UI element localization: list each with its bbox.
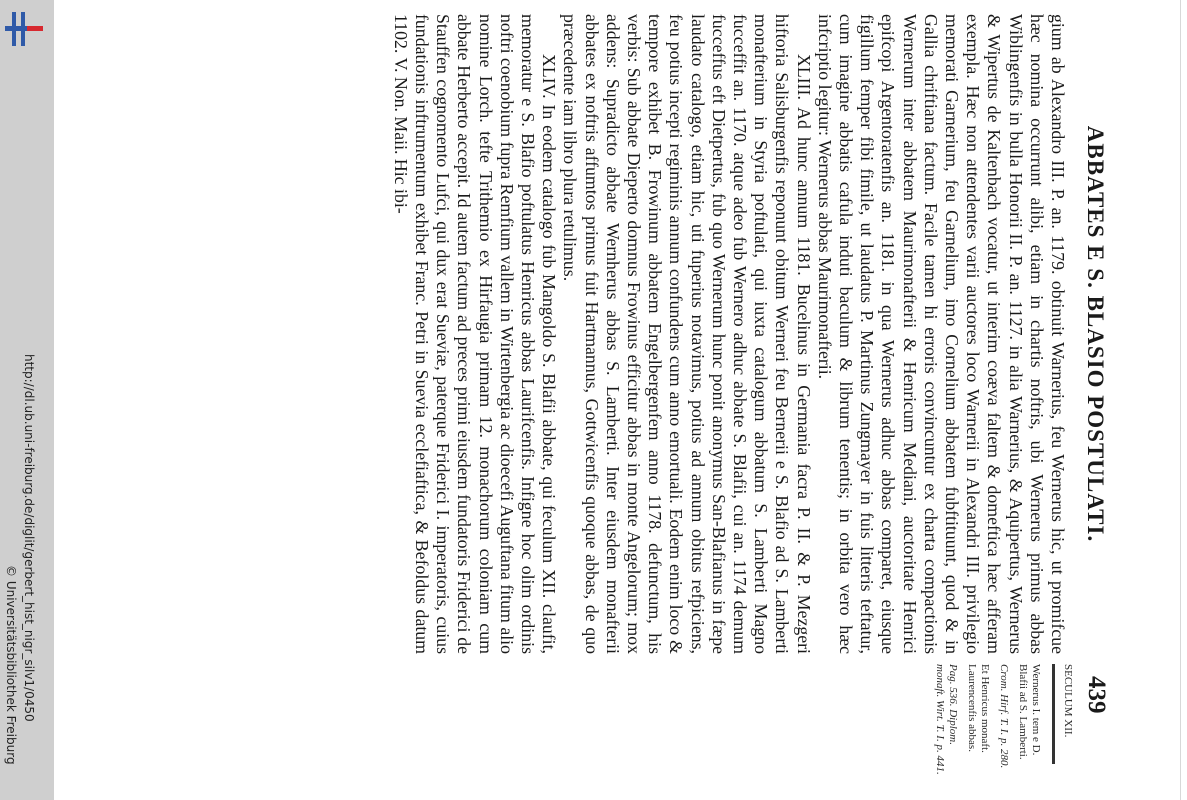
margin-citation-diplom: Pag. 536. Diplom. monaft. Wirt. T. I. p. 441. <box>934 664 959 775</box>
paragraph-xliii: XLIII. Ad hunc annum 1181. Bucelinus in Germania facra P. II. & P. Mezgeri hiftoria Salisburgenfis reponunt obitum Werneri feu Bernerii e S. Blafio ad S. Lamberti monafterium in Styria poftulati, qui iuxta catalogum abbatum S. Lamberti Magno fucceffit an. 1170. atque adeo fub Wernero adhuc abbate S. Blafii, cui an. 1174 demum fucceffus eft Dietpertus, fub quo Wernerum hunc ponit anonymus San-Blafianus in fæpe laudato catalogo, etiam hic, uti fuperius notavimus, potius ad annum obitus refpiciens, feu potius incepti regiminis annum confundens cum anno emortuali. Eodem enim loco & tempore exhibet B. Frowinum abbatem Engelbergenfem anno 1178. defunctum, his verbis: Sub abbate Dieperto domnus Frowinus efficitur abbas in monte Angelorum; mox addens: Supradicto abbate Wernherus abbas S. Lamberti. Inter eiusdem monafterii abbates ex noftris affumtos primus fuit Hartmannus, Gottwicenfis quoque abbas, de quo præcedente iam libro plura retulimus. <box>560 14 814 654</box>
page-title: ABBATES E S. BLASIO POSTULATI. <box>1083 125 1108 543</box>
page-edge <box>1180 0 1181 800</box>
saeculum-label: SECULUM XII. <box>1062 664 1074 738</box>
copyright-notice: © Universitätsbibliothek Freiburg <box>4 565 18 765</box>
margin-citation-crom: Crom. Hirf. T. I. p. 280. <box>998 664 1010 769</box>
viewer-sidebar <box>0 0 54 800</box>
scanned-page <box>390 14 1110 784</box>
margin-note-wernerus: Wernerus I. tem e D. Blafii ad S. Lamberti. <box>1017 664 1042 760</box>
paragraph-xliv: XLIV. In eodem catalogo fub Mangoldo S. Blafii abbate, qui feculum XII. claufit, memoratur e S. Blafio poftulatus Henricus abbas Laurifcenfis. Infigne hoc olim ordinis noftri coenobium fupra Remfium vallem in Wirtenbergia ac dioecefi Auguftana fitum alio nomine Lorch. tefte Trithemio ex Hirfaugia primam 12. monachorum coloniam cum abbate Herberto accepit. Id autem factum ad preces primi eiusdem fundatoris Friderici de Stauffen cognomento Lufci, qui dux erat Sueviæ, paterque Friderici I. imperatoris, cuius fundationis inftrumentum exhibet Franc. Petri in Suevia ecclefiaftica, & Befoldus datum 1102. V. Non. Maii. Hic ibi- <box>390 14 560 654</box>
margin-notes <box>927 664 1074 776</box>
margin-note-henricus: Et Henricus monaft. Laurencenfis abbas. <box>966 664 991 753</box>
source-url-link[interactable]: http://dl.ub.uni-freiburg.de/diglit/gerbert_hist_nigr_silv1/0450 <box>22 354 36 722</box>
running-head <box>1076 14 1110 784</box>
body-text <box>390 14 1069 654</box>
ub-freiburg-logo-icon[interactable] <box>3 8 45 50</box>
margin-rule <box>1052 664 1055 764</box>
paragraph-continuation: gium ab Alexandro III. P. an. 1179. obtinuit Warnerius, feu Wernerus hic, ut promifcue hæc nomina occurrunt alibi, etiam in chartis noftris, ubi Wernerus primus abbas Wiblingenfis in bulla Honorii II. P. an. 1127. in alia Warnerius, & Aquipertus, Wernerus & Wipertus de Kaltenbach vocatur, ut interim coæva faltem & domeftica hæc afferam exempla. Hæc non attendentes varii auctores loco Warnerii in Alexandri III. privilegio memorati Garnerium, feu Garnelium, imo Cornelium abbatem fubftituunt, quod & in Gallia chriftiana factum. Facile tamen hi erroris convincuntur ex charta compactionis Wernerum inter abbatem Maurimonafterii & Henricum Mediani, auctoritate Henrici epifcopi Argentoratenfis an. 1181. in qua Wernerus adhuc abbas comparet, eiusque figillum femper fibi fimile, ut laudatus P. Martinus Zungmayer in fuis litteris teftatur, cum imagine abbatis cafula induti baculum & librum tenentis; in orbita vero hæc infcriptio legitur: Wernerus abbas Maurimonafterii. <box>814 14 1068 654</box>
page-number: 439 <box>1083 676 1110 714</box>
